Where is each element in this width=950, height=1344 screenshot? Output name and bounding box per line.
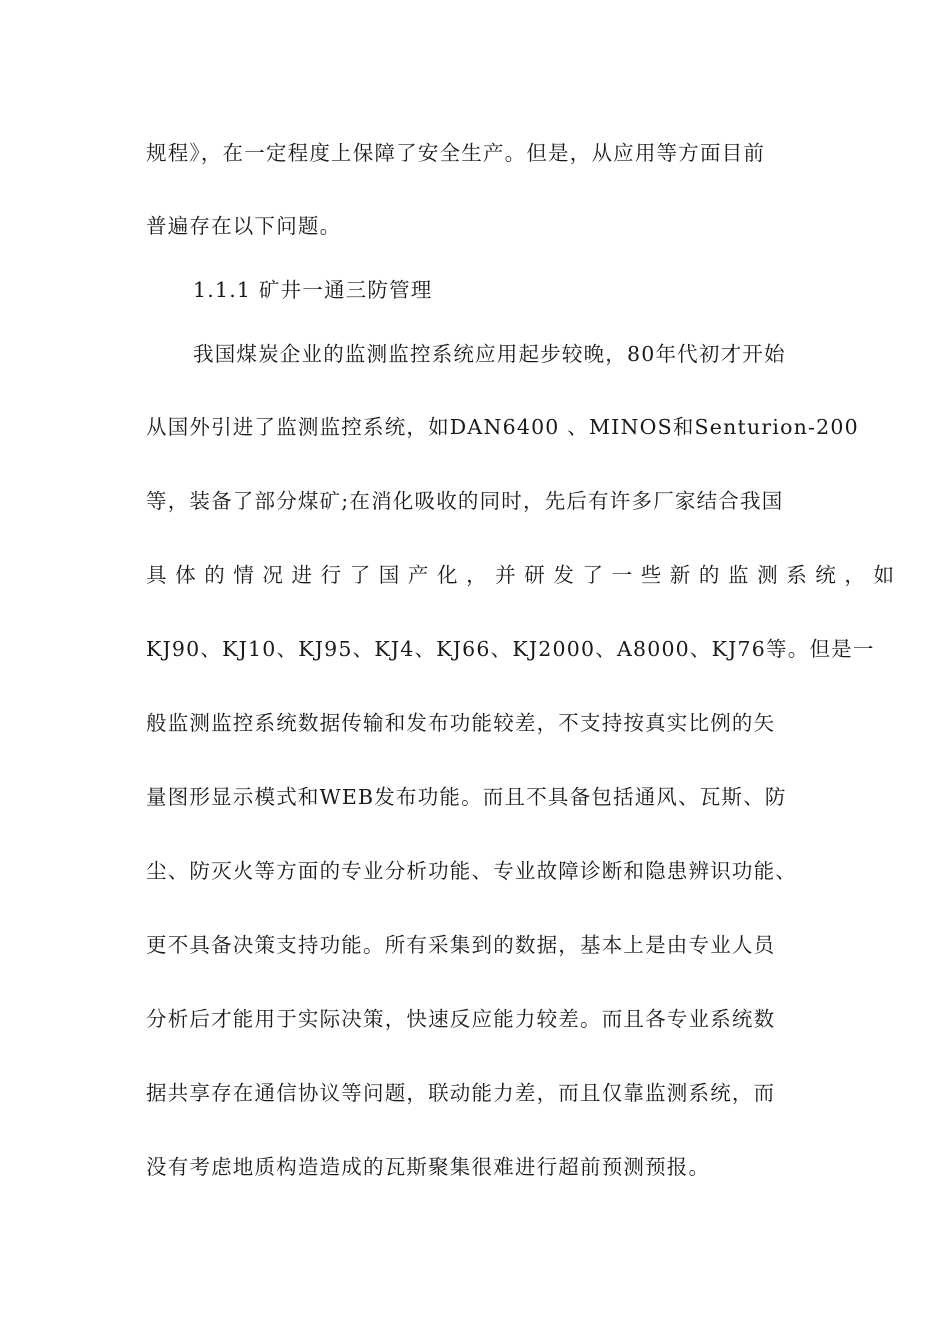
body-text-line: 规程》，在一定程度上保障了安全生产。但是，从应用等方面目前 [146, 141, 766, 165]
section-heading: 1.1.1 矿井一通三防管理 [193, 278, 433, 302]
paragraph-first-line: 我国煤炭企业的监测监控系统应用起步较晚，80年代初才开始 [193, 342, 786, 366]
body-text-line: 普遍存在以下问题。 [146, 214, 342, 238]
body-text-line: 没有考虑地质构造造成的瓦斯聚集很难进行超前预测预报。 [146, 1155, 711, 1179]
body-text-line: KJ90、KJ10、KJ95、KJ4、KJ66、KJ2000、A8000、KJ76等。但是一 [146, 637, 875, 661]
body-text-line: 具体的情况进行了国产化，并研发了一些新的监测系统，如 [146, 563, 903, 587]
body-text-line: 分析后才能用于实际决策，快速反应能力较差。而且各专业系统数 [146, 1007, 776, 1031]
body-text-line: 尘、防灭火等方面的专业分析功能、专业故障诊断和隐患辨识功能、 [146, 859, 797, 883]
body-text-line: 等，装备了部分煤矿;在消化吸收的同时，先后有许多厂家结合我国 [146, 489, 784, 513]
body-text-line: 据共享存在通信协议等问题，联动能力差，而且仅靠监测系统，而 [146, 1081, 776, 1105]
body-text-line: 从国外引进了监测监控系统，如DAN6400 、MINOS和Senturion-200 [146, 415, 859, 439]
body-text-line: 般监测监控系统数据传输和发布功能较差，不支持按真实比例的矢 [146, 711, 776, 735]
body-text-line: 更不具备决策支持功能。所有采集到的数据，基本上是由专业人员 [146, 933, 776, 957]
body-text-line: 量图形显示模式和WEB发布功能。而且不具备包括通风、瓦斯、防 [146, 785, 787, 809]
